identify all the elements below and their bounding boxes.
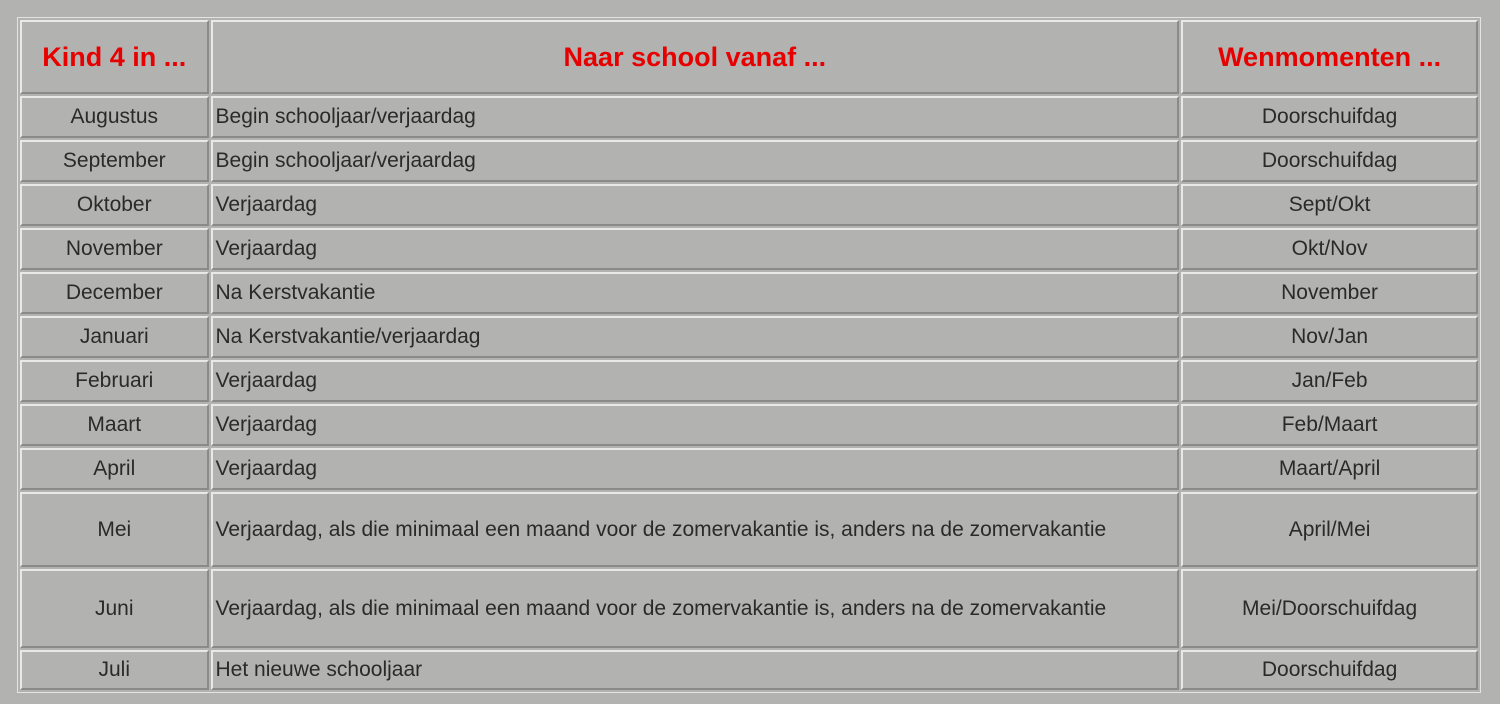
- table-row: [20, 272, 1478, 314]
- wen-cell: Mei/Doorschuifdag: [1181, 569, 1478, 648]
- start-cell: Verjaardag: [211, 228, 1180, 270]
- header-wenmomenten: Wenmomenten ...: [1181, 20, 1478, 94]
- start-cell: Verjaardag, als die minimaal een maand voor de zomervakantie is, anders na de zomervakantie: [211, 492, 1180, 567]
- header-row: [20, 20, 1478, 94]
- school-start-table: [17, 17, 1481, 693]
- start-cell: Na Kerstvakantie/verjaardag: [211, 316, 1180, 358]
- header-kind-4-in: Kind 4 in ...: [20, 20, 209, 94]
- month-cell: Februari: [20, 360, 209, 402]
- month-cell: November: [20, 228, 209, 270]
- wen-cell: Okt/Nov: [1181, 228, 1478, 270]
- start-cell: Verjaardag: [211, 448, 1180, 490]
- table-row: [20, 404, 1478, 446]
- table-row: [20, 140, 1478, 182]
- start-cell: Verjaardag, als die minimaal een maand voor de zomervakantie is, anders na de zomervakantie: [211, 569, 1180, 648]
- table-row: [20, 96, 1478, 138]
- wen-cell: April/Mei: [1181, 492, 1478, 567]
- start-cell: Begin schooljaar/verjaardag: [211, 96, 1180, 138]
- wen-cell: Sept/Okt: [1181, 184, 1478, 226]
- table-row: [20, 228, 1478, 270]
- month-cell: Maart: [20, 404, 209, 446]
- start-cell: Verjaardag: [211, 404, 1180, 446]
- wen-cell: Doorschuifdag: [1181, 650, 1478, 690]
- start-cell: Na Kerstvakantie: [211, 272, 1180, 314]
- month-cell: Oktober: [20, 184, 209, 226]
- month-cell: Januari: [20, 316, 209, 358]
- month-cell: September: [20, 140, 209, 182]
- wen-cell: Maart/April: [1181, 448, 1478, 490]
- table-row: [20, 492, 1478, 567]
- start-cell: Het nieuwe schooljaar: [211, 650, 1180, 690]
- table-row: [20, 360, 1478, 402]
- start-cell: Begin schooljaar/verjaardag: [211, 140, 1180, 182]
- month-cell: Juni: [20, 569, 209, 648]
- month-cell: Mei: [20, 492, 209, 567]
- wen-cell: Jan/Feb: [1181, 360, 1478, 402]
- wen-cell: Nov/Jan: [1181, 316, 1478, 358]
- table-row: [20, 448, 1478, 490]
- wen-cell: November: [1181, 272, 1478, 314]
- wen-cell: Doorschuifdag: [1181, 96, 1478, 138]
- month-cell: Augustus: [20, 96, 209, 138]
- table-row: [20, 184, 1478, 226]
- month-cell: December: [20, 272, 209, 314]
- header-naar-school-vanaf: Naar school vanaf ...: [211, 20, 1180, 94]
- wen-cell: Feb/Maart: [1181, 404, 1478, 446]
- start-cell: Verjaardag: [211, 360, 1180, 402]
- table-row: [20, 316, 1478, 358]
- table-row: [20, 569, 1478, 648]
- table-container: [17, 17, 1481, 693]
- month-cell: April: [20, 448, 209, 490]
- table-row: [20, 650, 1478, 690]
- month-cell: Juli: [20, 650, 209, 690]
- start-cell: Verjaardag: [211, 184, 1180, 226]
- wen-cell: Doorschuifdag: [1181, 140, 1478, 182]
